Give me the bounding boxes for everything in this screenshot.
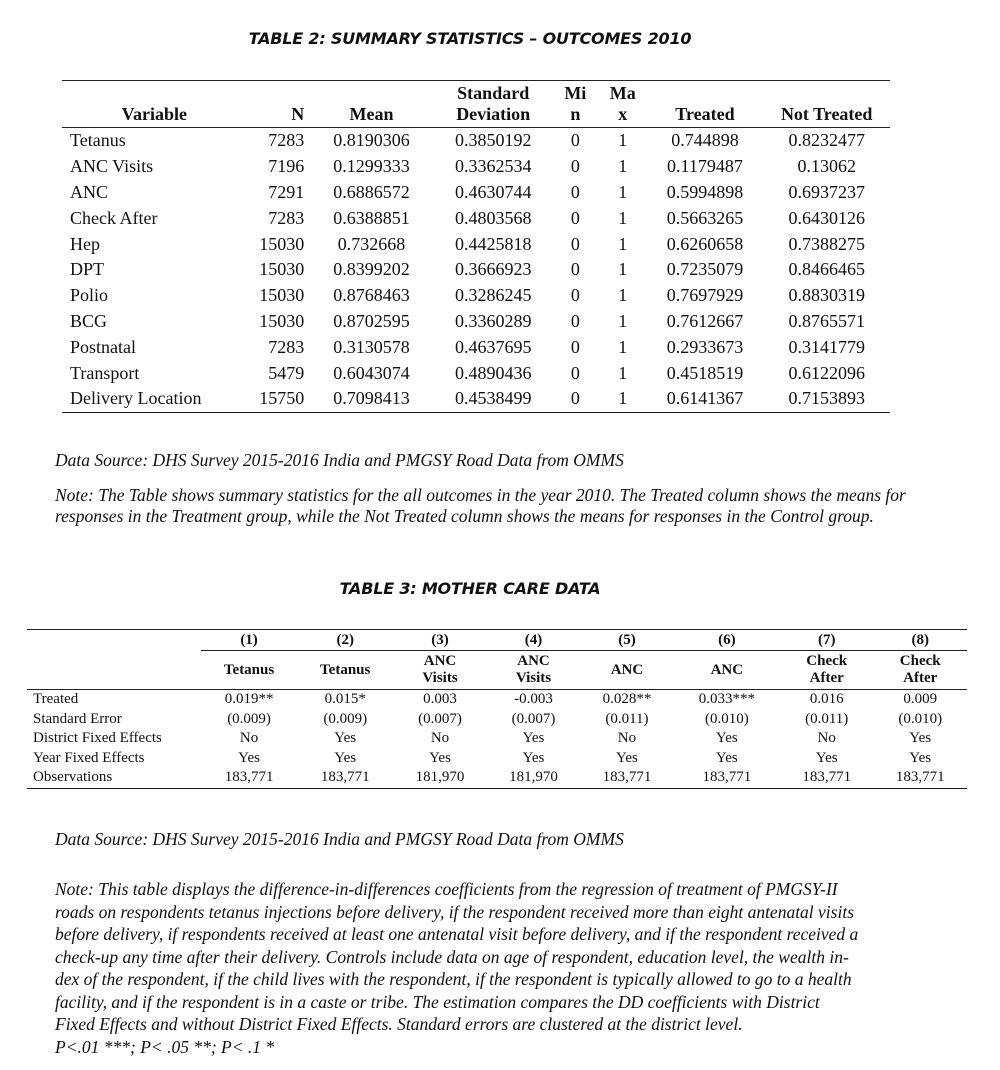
cell-value: Yes bbox=[909, 749, 932, 766]
cell-min: 0 bbox=[570, 181, 580, 202]
column-header: Check After bbox=[873, 651, 967, 690]
cell-value: (0.009) bbox=[227, 710, 271, 727]
cell-mean: 0.6388851 bbox=[333, 207, 410, 228]
corner-cell bbox=[27, 651, 201, 690]
cell-mean: 0.6043074 bbox=[333, 362, 410, 383]
column-header: Tetanus bbox=[201, 651, 297, 690]
cell-value: (0.007) bbox=[418, 710, 462, 727]
cell-sd: 0.3286245 bbox=[454, 285, 532, 306]
cell-max: 1 bbox=[618, 285, 628, 306]
table2-note: Note: The Table shows summary statistics for the all outcomes in the year 2010. The Treated column shows the means for responses in the Treatment group, while the Not Treated column shows the means for responses in the Control group. bbox=[55, 485, 906, 526]
cell-value: Yes bbox=[715, 730, 738, 747]
cell-value: -0.003 bbox=[514, 691, 553, 708]
cell-min: 0 bbox=[570, 259, 580, 280]
cell-max: 1 bbox=[618, 130, 628, 151]
cell-not-treated: 0.7388275 bbox=[788, 233, 865, 254]
table3-data-source: Data Source: DHS Survey 2015-2016 India and PMGSY Road Data from OMMS bbox=[55, 829, 624, 849]
header-variable: Variable bbox=[62, 81, 243, 128]
cell-value: Yes bbox=[334, 749, 357, 766]
cell-not-treated: 0.7153893 bbox=[763, 386, 890, 412]
cell-treated: 0.6260658 bbox=[666, 233, 744, 254]
cell-variable: BCG bbox=[70, 310, 108, 331]
cell-max: 1 bbox=[618, 181, 628, 202]
cell-max: 1 bbox=[618, 336, 628, 357]
cell-n: 15030 bbox=[259, 310, 305, 331]
cell-min: 0 bbox=[570, 362, 580, 383]
column-header: Tetanus bbox=[297, 651, 393, 690]
cell-variable: Postnatal bbox=[70, 336, 136, 357]
mother-care-regression-table bbox=[27, 629, 967, 789]
cell-n: 7196 bbox=[268, 156, 305, 177]
column-header: ANC Visits bbox=[393, 651, 486, 690]
cell-variable: Hep bbox=[70, 233, 100, 254]
cell-sd: 0.3850192 bbox=[454, 130, 532, 151]
row-label: Standard Error bbox=[33, 710, 122, 727]
cell-value: No bbox=[617, 730, 637, 747]
row-label: Year Fixed Effects bbox=[33, 749, 145, 766]
cell-value: Yes bbox=[715, 749, 738, 766]
row-label: Observations bbox=[27, 768, 201, 788]
cell-value: Yes bbox=[815, 749, 838, 766]
cell-value: 183,771 bbox=[780, 768, 873, 788]
column-number: (8) bbox=[873, 630, 967, 651]
cell-not-treated: 0.8765571 bbox=[788, 310, 865, 331]
table-row bbox=[62, 128, 890, 154]
table-row bbox=[27, 768, 967, 788]
table2-header-row bbox=[62, 81, 890, 128]
column-number: (7) bbox=[780, 630, 873, 651]
cell-min: 0 bbox=[570, 336, 580, 357]
cell-value: 0.016 bbox=[809, 691, 844, 708]
cell-variable: DPT bbox=[70, 259, 105, 280]
cell-value: 183,771 bbox=[201, 768, 297, 788]
cell-value: 0.015* bbox=[324, 691, 366, 708]
cell-sd: 0.4637695 bbox=[454, 336, 532, 357]
header-n: N bbox=[243, 81, 309, 128]
cell-max: 1 bbox=[618, 207, 628, 228]
row-label: Treated bbox=[33, 691, 79, 708]
cell-value: Yes bbox=[522, 730, 545, 747]
cell-n: 7283 bbox=[268, 130, 305, 151]
cell-treated: 0.4518519 bbox=[666, 362, 744, 383]
cell-treated: 0.5663265 bbox=[666, 207, 744, 228]
cell-value: 183,771 bbox=[674, 768, 780, 788]
note-line: Fixed Effects and without District Fixed Effects. Standard errors are clustered at the district level. bbox=[55, 1014, 743, 1034]
table3-title: TABLE 3: MOTHER CARE DATA bbox=[339, 579, 601, 598]
table-row bbox=[62, 334, 890, 360]
cell-min: 0 bbox=[552, 386, 599, 412]
header-treated: Treated bbox=[647, 81, 764, 128]
column-number: (2) bbox=[297, 630, 393, 651]
note-line: dex of the respondent, if the child lives with the respondent, if the respondent is typically allowed to go to a health bbox=[55, 969, 852, 989]
cell-sd: 0.3362534 bbox=[454, 156, 532, 177]
summary-statistics-table bbox=[62, 80, 890, 413]
table-row bbox=[62, 309, 890, 335]
cell-value: (0.011) bbox=[805, 710, 849, 727]
column-number: (6) bbox=[674, 630, 780, 651]
cell-value: No bbox=[430, 730, 450, 747]
cell-value: Yes bbox=[522, 749, 545, 766]
table-row bbox=[62, 257, 890, 283]
cell-n: 5479 bbox=[268, 362, 305, 383]
cell-value: 183,771 bbox=[873, 768, 967, 788]
cell-n: 15030 bbox=[259, 259, 305, 280]
column-number: (5) bbox=[580, 630, 673, 651]
cell-value: No bbox=[817, 730, 836, 747]
cell-value: Yes bbox=[616, 749, 638, 766]
column-header: ANC Visits bbox=[487, 651, 580, 690]
cell-max: 1 bbox=[599, 386, 647, 412]
column-number: (1) bbox=[201, 630, 297, 651]
cell-max: 1 bbox=[618, 362, 628, 383]
cell-mean: 0.8768463 bbox=[333, 285, 410, 306]
cell-value: 183,771 bbox=[580, 768, 673, 788]
cell-not-treated: 0.6430126 bbox=[788, 207, 865, 228]
table-row bbox=[27, 749, 967, 769]
note-line: Note: This table displays the difference-in-differences coefficients from the regression of treatment of PMGSY-II bbox=[55, 879, 838, 899]
cell-not-treated: 0.3141779 bbox=[788, 336, 865, 357]
cell-mean: 0.8190306 bbox=[333, 130, 410, 151]
cell-min: 0 bbox=[570, 130, 580, 151]
cell-treated: 0.1179487 bbox=[667, 156, 743, 177]
cell-treated: 0.6141367 bbox=[647, 386, 764, 412]
cell-value: 0.033*** bbox=[698, 691, 755, 708]
cell-value: (0.011) bbox=[605, 710, 649, 727]
column-header: Check After bbox=[780, 651, 873, 690]
table-row bbox=[27, 729, 967, 749]
cell-n: 7283 bbox=[268, 336, 305, 357]
cell-not-treated: 0.8466465 bbox=[788, 259, 865, 280]
cell-treated: 0.2933673 bbox=[666, 336, 744, 357]
cell-value: Yes bbox=[334, 730, 357, 747]
cell-value: Yes bbox=[238, 749, 260, 766]
cell-variable: ANC bbox=[70, 181, 109, 202]
cell-value: Yes bbox=[909, 730, 932, 747]
cell-max: 1 bbox=[618, 156, 628, 177]
table2-data-source: Data Source: DHS Survey 2015-2016 India and PMGSY Road Data from OMMS bbox=[55, 450, 624, 470]
cell-value: 0.009 bbox=[903, 691, 938, 708]
cell-mean: 0.1299333 bbox=[333, 156, 410, 177]
cell-min: 0 bbox=[570, 156, 580, 177]
column-header: ANC bbox=[674, 651, 780, 690]
table-row bbox=[62, 360, 890, 386]
cell-mean: 0.8399202 bbox=[333, 259, 410, 280]
cell-sd: 0.4425818 bbox=[454, 233, 532, 254]
cell-variable: ANC Visits bbox=[70, 156, 154, 177]
cell-mean: 0.8702595 bbox=[333, 310, 410, 331]
cell-value: (0.009) bbox=[323, 710, 368, 727]
cell-treated: 0.5994898 bbox=[666, 181, 744, 202]
cell-value: 0.019** bbox=[224, 691, 274, 708]
cell-sd: 0.3360289 bbox=[454, 310, 532, 331]
header-mean: Mean bbox=[308, 81, 435, 128]
cell-not-treated: 0.8232477 bbox=[788, 130, 865, 151]
table3-header-row bbox=[27, 651, 967, 690]
cell-min: 0 bbox=[570, 207, 580, 228]
cell-variable: Tetanus bbox=[70, 130, 126, 151]
cell-treated: 0.7612667 bbox=[666, 310, 744, 331]
cell-value: 181,970 bbox=[487, 768, 580, 788]
table3-note bbox=[55, 878, 915, 1058]
cell-not-treated: 0.8830319 bbox=[788, 285, 865, 306]
cell-max: 1 bbox=[618, 259, 628, 280]
cell-sd: 0.3666923 bbox=[454, 259, 532, 280]
column-number: (4) bbox=[487, 630, 580, 651]
cell-value: (0.010) bbox=[704, 710, 749, 727]
cell-mean: 0.7098413 bbox=[308, 386, 435, 412]
table-row bbox=[62, 180, 890, 206]
cell-min: 0 bbox=[570, 233, 580, 254]
cell-variable: Polio bbox=[70, 285, 109, 306]
cell-n: 15030 bbox=[259, 233, 305, 254]
header-max: Ma x bbox=[599, 81, 647, 128]
note-line: before delivery, if respondents received at least one antenatal visit before delivery, and if the respondent received a bbox=[55, 924, 859, 944]
header-standard-deviation: Standard Deviation bbox=[435, 81, 552, 128]
header-min: Mi n bbox=[552, 81, 599, 128]
cell-value: 0.003 bbox=[423, 691, 457, 708]
cell-variable: Check After bbox=[70, 207, 158, 228]
cell-treated: 0.744898 bbox=[671, 130, 739, 151]
table-row bbox=[27, 710, 967, 730]
table-row bbox=[62, 154, 890, 180]
cell-value: 0.028** bbox=[602, 691, 652, 708]
note-line: roads on respondents tetanus injections before delivery, if the respondent received more than eight antenatal visits bbox=[55, 901, 855, 922]
cell-variable: Delivery Location bbox=[62, 386, 243, 412]
cell-value: No bbox=[239, 730, 259, 747]
cell-n: 7283 bbox=[268, 207, 305, 228]
cell-mean: 0.3130578 bbox=[333, 336, 410, 357]
header-not-treated: Not Treated bbox=[763, 81, 890, 128]
table-row bbox=[27, 690, 967, 710]
cell-value: (0.007) bbox=[511, 710, 556, 727]
cell-n: 15750 bbox=[243, 386, 309, 412]
table2-title: TABLE 2: SUMMARY STATISTICS – OUTCOMES 2010 bbox=[248, 29, 692, 48]
cell-value: 183,771 bbox=[297, 768, 393, 788]
table-row bbox=[62, 205, 890, 231]
row-label: District Fixed Effects bbox=[33, 730, 162, 747]
cell-sd: 0.4630744 bbox=[454, 181, 532, 202]
note-line: P<.01 ***; P< .05 **; P< .1 * bbox=[55, 1036, 275, 1057]
cell-sd: 0.4890436 bbox=[454, 362, 532, 383]
cell-n: 15030 bbox=[259, 285, 305, 306]
cell-not-treated: 0.13062 bbox=[797, 156, 856, 177]
cell-not-treated: 0.6122096 bbox=[788, 362, 865, 383]
cell-treated: 0.7235079 bbox=[666, 259, 744, 280]
cell-sd: 0.4538499 bbox=[435, 386, 552, 412]
corner-cell bbox=[27, 630, 201, 651]
cell-mean: 0.732668 bbox=[337, 233, 406, 254]
cell-value: Yes bbox=[429, 749, 451, 766]
cell-variable: Transport bbox=[70, 362, 140, 383]
note-line: check-up any time after their delivery. Controls include data on age of respondent, education level, the wealth in- bbox=[55, 946, 849, 967]
cell-value: (0.010) bbox=[898, 710, 943, 727]
table-row bbox=[62, 231, 890, 257]
cell-treated: 0.7697929 bbox=[666, 285, 744, 306]
cell-max: 1 bbox=[618, 233, 628, 254]
column-number: (3) bbox=[393, 630, 486, 651]
cell-min: 0 bbox=[570, 310, 580, 331]
cell-max: 1 bbox=[618, 310, 628, 331]
table-row bbox=[62, 386, 890, 412]
cell-value: 181,970 bbox=[393, 768, 486, 788]
cell-sd: 0.4803568 bbox=[454, 207, 532, 228]
table3-column-number-row bbox=[27, 630, 967, 651]
cell-n: 7291 bbox=[268, 181, 305, 202]
column-header: ANC bbox=[580, 651, 673, 690]
cell-mean: 0.6886572 bbox=[333, 181, 410, 202]
cell-min: 0 bbox=[570, 285, 580, 306]
note-line: facility, and if the respondent is in a caste or tribe. The estimation compares the DD coefficients with District bbox=[55, 991, 820, 1012]
table-row bbox=[62, 283, 890, 309]
cell-not-treated: 0.6937237 bbox=[788, 181, 865, 202]
